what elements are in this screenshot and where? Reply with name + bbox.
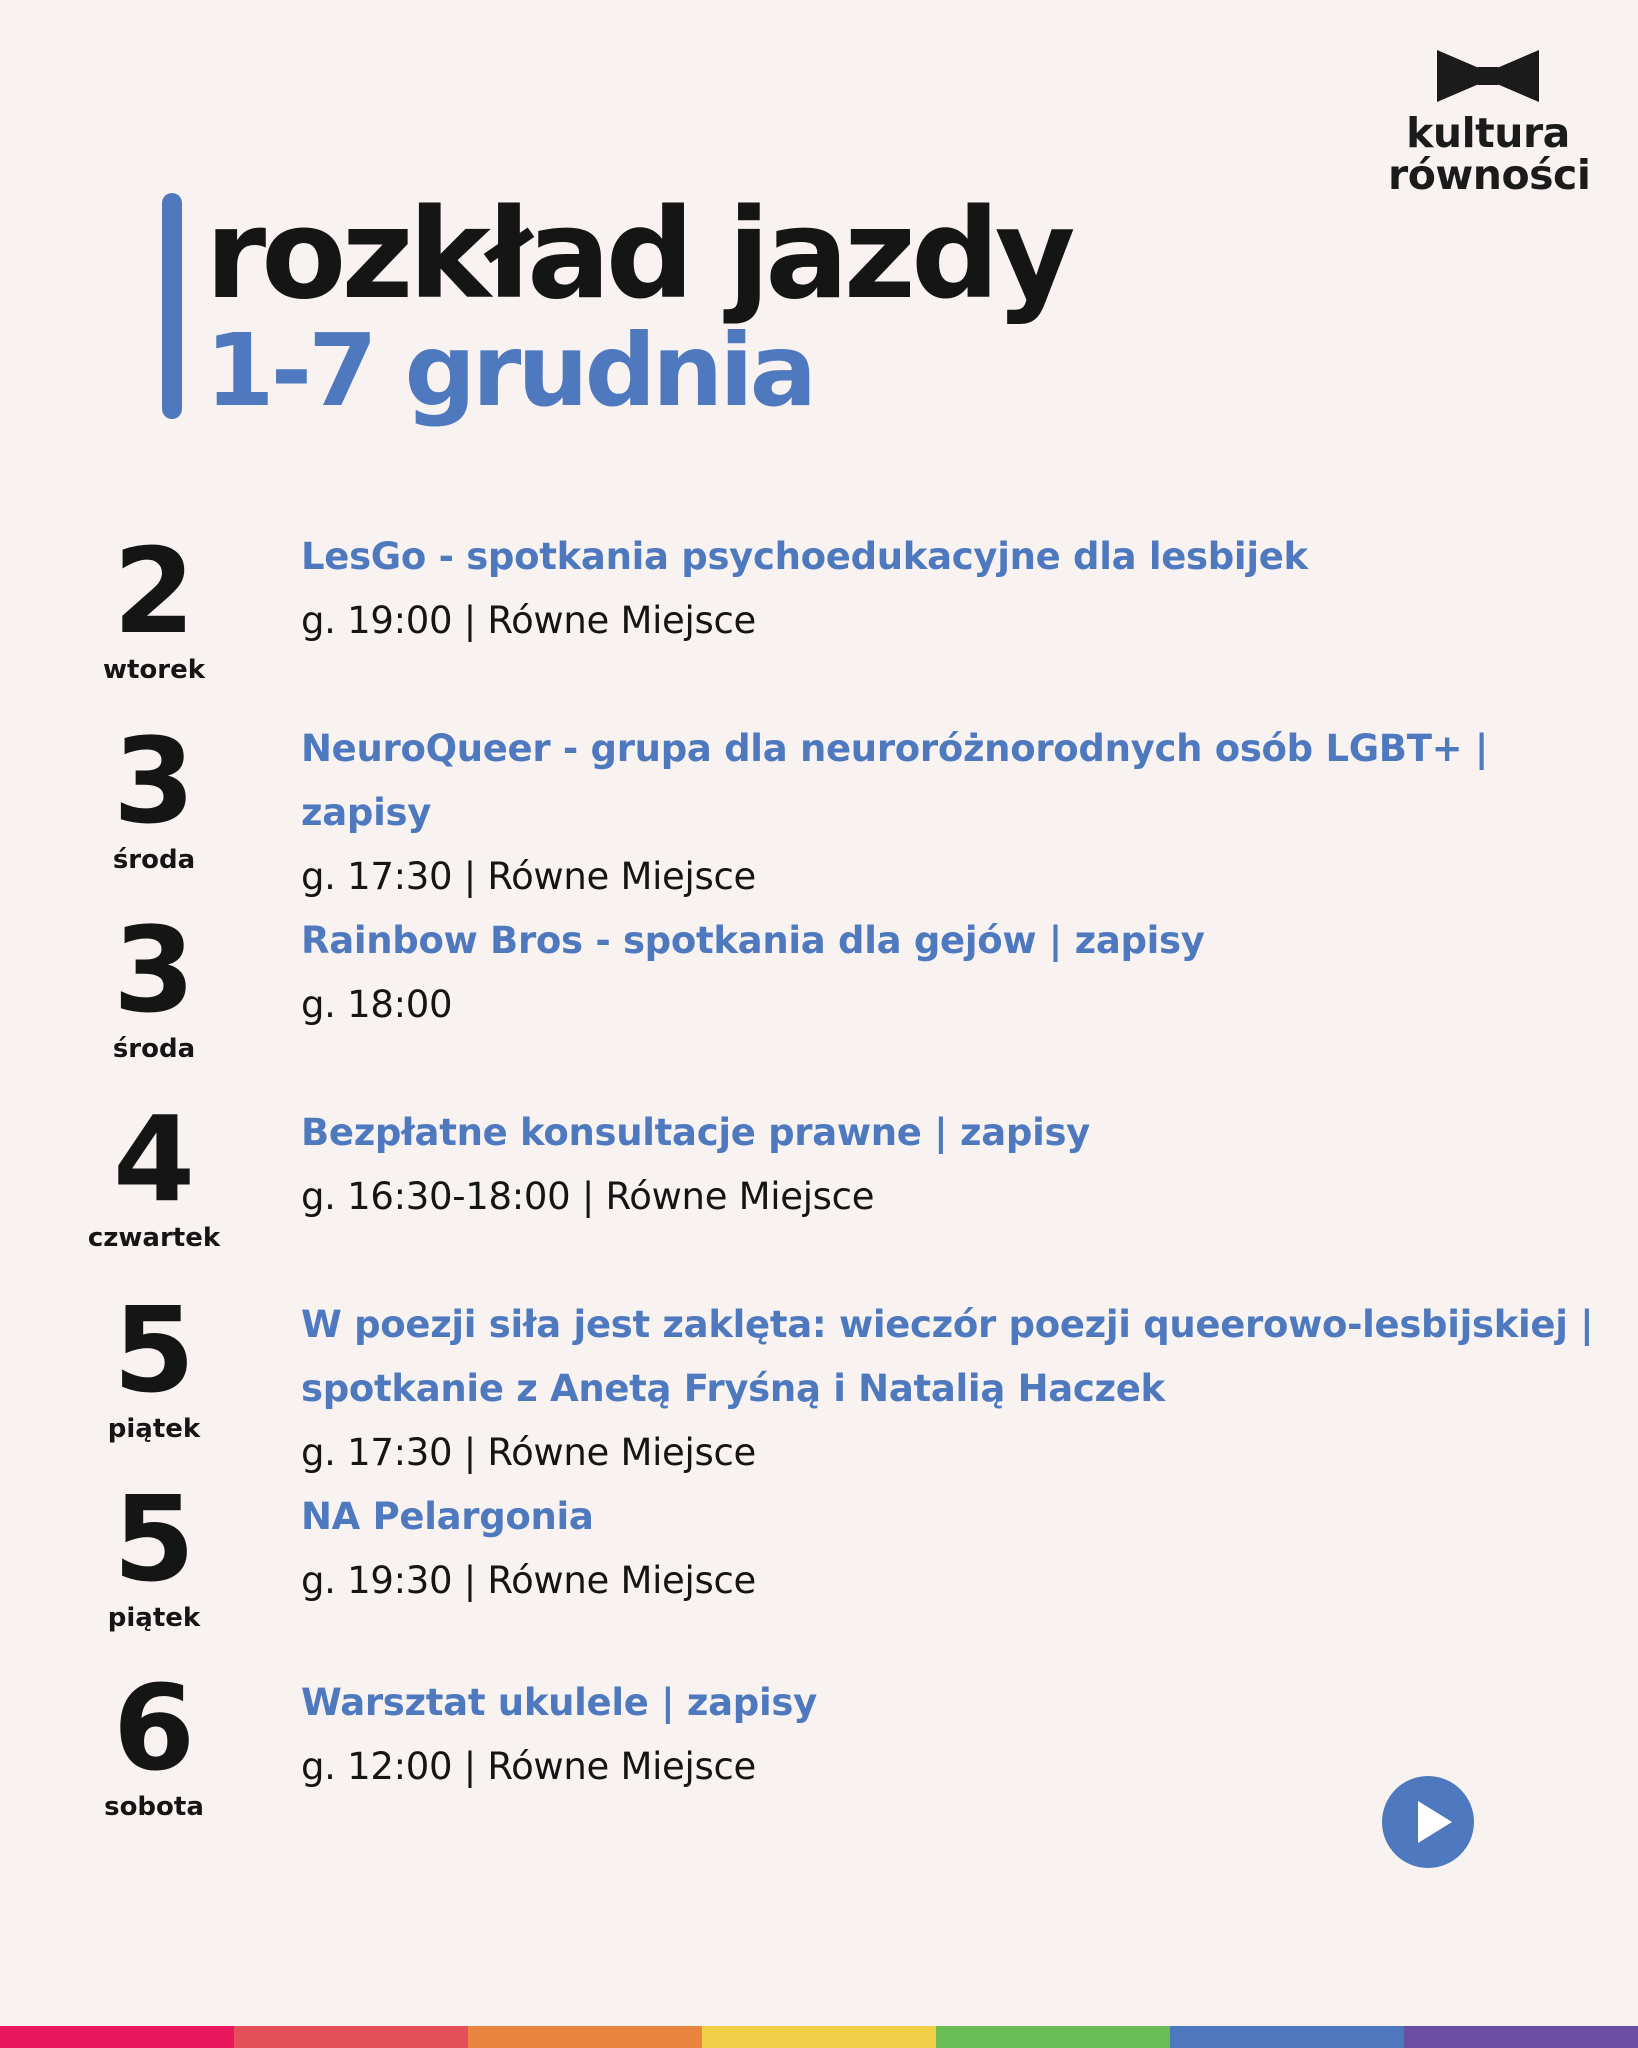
- event-title[interactable]: Warsztat ukulele | zapisy: [301, 1681, 817, 1724]
- event-item: [301, 1101, 1601, 1229]
- logo-text-line1: kultura: [1406, 109, 1570, 157]
- title-accent-bar: [162, 193, 182, 419]
- event-meta: g. 18:00: [301, 983, 453, 1026]
- event-title[interactable]: Bezpłatne konsultacje prawne | zapisy: [301, 1111, 1090, 1154]
- event-date: [60, 901, 248, 1064]
- event-date: [60, 522, 248, 685]
- weekday-label: sobota: [104, 1792, 204, 1822]
- weekday-label: środa: [112, 845, 196, 875]
- day-number: 2: [112, 522, 196, 660]
- event-item: [301, 1485, 1601, 1613]
- event-date: [60, 712, 248, 875]
- page-title: rozkład jazdy: [205, 183, 1071, 327]
- event-title[interactable]: NA Pelargonia: [301, 1495, 594, 1538]
- day-number: 5: [112, 1281, 196, 1419]
- day-number: 3: [112, 712, 196, 850]
- event-item: [301, 1293, 1601, 1485]
- event-date: [60, 1659, 248, 1822]
- event-meta: g. 17:30 | Równe Miejsce: [301, 1431, 756, 1474]
- day-number: 5: [112, 1470, 196, 1608]
- rainbow-stripe: [0, 2026, 234, 2048]
- weekday-label: piątek: [107, 1603, 201, 1633]
- page-subtitle: 1-7 grudnia: [205, 312, 814, 429]
- event-title[interactable]: NeuroQueer - grupa dla neuroróżnorodnych osób LGBT+ | zapisy: [301, 727, 1489, 834]
- day-number: 4: [112, 1090, 196, 1228]
- event-title[interactable]: Rainbow Bros - spotkania dla gejów | zapisy: [301, 919, 1205, 962]
- event-date: [60, 1090, 248, 1253]
- brand-logo: [1388, 50, 1591, 199]
- weekday-label: czwartek: [87, 1223, 221, 1253]
- rainbow-stripe: [702, 2026, 936, 2048]
- event-date: [60, 1281, 248, 1444]
- rainbow-stripe: [1170, 2026, 1404, 2048]
- rainbow-stripe: [234, 2026, 468, 2048]
- event-title-line2[interactable]: spotkanie z Anetą Fryśną i Natalią Haczek: [301, 1367, 1165, 1410]
- weekday-label: piątek: [107, 1414, 201, 1444]
- rainbow-stripe: [936, 2026, 1170, 2048]
- event-date: [60, 1470, 248, 1633]
- weekday-label: wtorek: [102, 655, 206, 685]
- logo-text-line2: równości: [1388, 151, 1591, 199]
- day-number: 6: [112, 1659, 196, 1797]
- day-number: 3: [112, 901, 196, 1039]
- event-title-line1[interactable]: W poezji siła jest zaklęta: wieczór poezji queerowo-lesbijskiej |: [301, 1303, 1594, 1346]
- rainbow-stripe: [468, 2026, 702, 2048]
- event-meta: g. 12:00 | Równe Miejsce: [301, 1745, 756, 1788]
- event-meta: g. 17:30 | Równe Miejsce: [301, 855, 756, 898]
- play-icon: [1382, 1776, 1474, 1868]
- event-item: [301, 717, 1601, 909]
- bowtie-icon: [1437, 50, 1539, 102]
- event-item: [301, 525, 1601, 653]
- rainbow-stripe: [1404, 2026, 1638, 2048]
- event-meta: g. 16:30-18:00 | Równe Miejsce: [301, 1175, 875, 1218]
- event-item: [301, 909, 1601, 1037]
- rainbow-stripe-bar: [0, 2026, 1638, 2048]
- event-title[interactable]: LesGo - spotkania psychoedukacyjne dla lesbijek: [301, 535, 1308, 578]
- event-meta: g. 19:30 | Równe Miejsce: [301, 1559, 756, 1602]
- next-slide-button[interactable]: [1382, 1776, 1474, 1868]
- event-meta: g. 19:00 | Równe Miejsce: [301, 599, 756, 642]
- weekday-label: środa: [112, 1034, 196, 1064]
